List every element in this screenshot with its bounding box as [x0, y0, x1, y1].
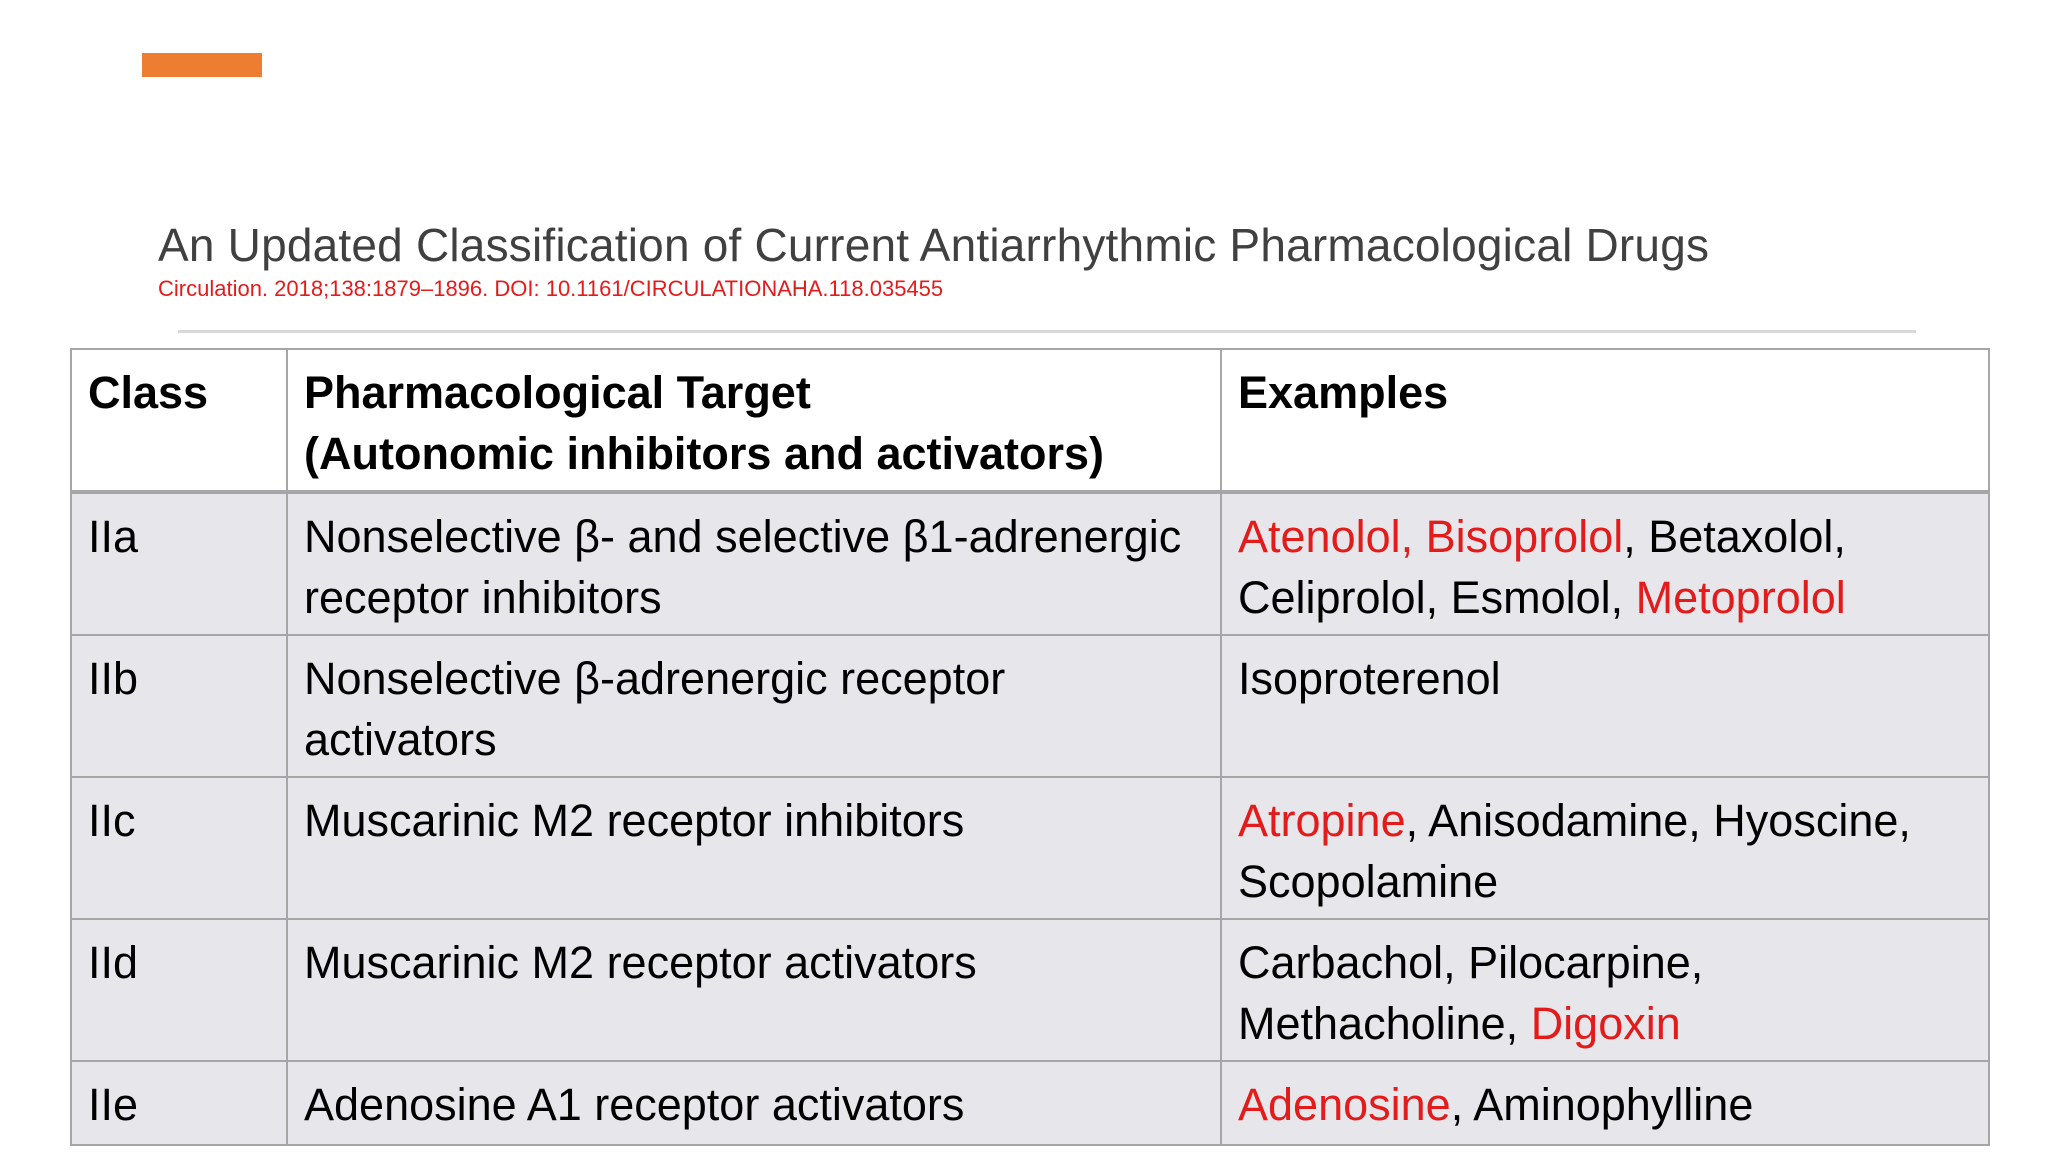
table-row [71, 1061, 1989, 1145]
cell-target: Nonselective β-adrenergic receptor activators [287, 635, 1221, 777]
header-examples: Examples [1221, 349, 1989, 492]
example-highlight: Metoprolol [1635, 572, 1846, 623]
cell-examples [1221, 635, 1989, 777]
example-highlight: Adenosine [1238, 1079, 1451, 1130]
cell-class: IIb [71, 635, 287, 777]
example-highlight: Atenolol, Bisoprolol [1238, 511, 1624, 562]
header-target-line1: Pharmacological Target [304, 367, 811, 418]
example-highlight: Atropine [1238, 795, 1406, 846]
example-text: Carbachol, Pilocarpine, Methacholine, [1238, 937, 1704, 1049]
table-row [71, 919, 1989, 1061]
cell-target: Nonselective β- and selective β1-adrenergic receptor inhibitors [287, 492, 1221, 635]
citation: Circulation. 2018;138:1879–1896. DOI: 10.1161/CIRCULATIONAHA.118.035455 [158, 276, 944, 301]
cell-examples [1221, 919, 1989, 1061]
cell-examples [1221, 777, 1989, 919]
cell-examples [1221, 1061, 1989, 1145]
cell-target: Muscarinic M2 receptor inhibitors [287, 777, 1221, 919]
cell-class: IId [71, 919, 287, 1061]
cell-class: IIc [71, 777, 287, 919]
classification-table [70, 348, 1990, 1146]
slide-title: An Updated Classification of Current Antiarrhythmic Pharmacological Drugs [158, 219, 1710, 271]
table-row [71, 635, 1989, 777]
cell-class: IIa [71, 492, 287, 635]
example-text: , Anisodamine, Hyoscine, Scopolamine [1238, 795, 1911, 907]
header-class: Class [71, 349, 287, 492]
table-row [71, 777, 1989, 919]
cell-target: Adenosine A1 receptor activators [287, 1061, 1221, 1145]
cell-target: Muscarinic M2 receptor activators [287, 919, 1221, 1061]
title-divider [178, 330, 1916, 333]
accent-bar [142, 53, 262, 77]
table-header-row [71, 349, 1989, 492]
cell-class: IIe [71, 1061, 287, 1145]
header-target [287, 349, 1221, 492]
cell-examples [1221, 492, 1989, 635]
example-text: Isoproterenol [1238, 653, 1501, 704]
example-highlight: Digoxin [1530, 998, 1681, 1049]
table-row [71, 492, 1989, 635]
example-text: , Betaxolol, Celiprolol, Esmolol, [1238, 511, 1846, 623]
example-text: , Aminophylline [1450, 1079, 1754, 1130]
header-target-line2: (Autonomic inhibitors and activators) [304, 428, 1105, 479]
